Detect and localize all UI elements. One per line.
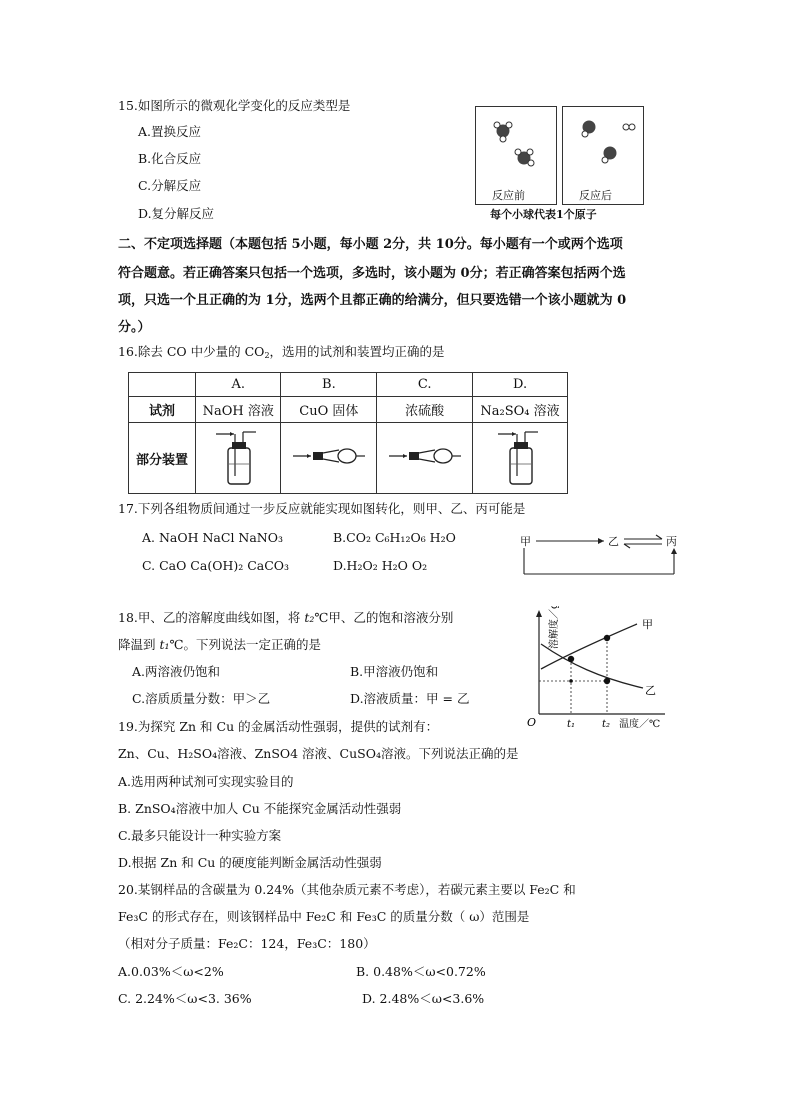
row-apparatus-label: 部分装置 [129, 423, 196, 494]
q18-option-d: D.溶液质量：甲 = 乙 [350, 691, 470, 706]
apparatus-d [473, 423, 568, 494]
section2-line-4: 分。） [118, 320, 151, 335]
q20-option-a: A.0.03%＜ω<2% [118, 964, 224, 979]
col-c: C. [377, 373, 473, 397]
q19-option-c: C.最多只能设计一种实验方案 [118, 828, 282, 843]
reagent-d: Na₂SO₄ 溶液 [473, 397, 568, 423]
section2-line-1: 二、不定项选择题（本题包括 5小题，每小题 2分，共 10分。每小题有一个或两个选项 [118, 237, 623, 252]
figure-caption: 每个小球代表1个原子 [490, 208, 597, 221]
gas-washing-bottle-icon-2 [490, 424, 550, 488]
col-b: B. [281, 373, 377, 397]
after-panel [562, 106, 644, 205]
q18-line-2: 降温到 t₁℃。下列说法一定正确的是 [118, 637, 322, 652]
conversion-arrows-icon [520, 530, 688, 578]
t2-label: t₂ [602, 719, 611, 730]
series-jia-label: 甲 [642, 618, 653, 631]
q17-stem: 17.下列各组物质间通过一步反应就能实现如图转化，则甲、乙、丙可能是 [118, 501, 526, 516]
y-axis-label: 溶解度／g [549, 606, 560, 649]
q17-option-a: A. NaOH NaCl NaNO₃ [142, 530, 283, 545]
q20-line-3: （相对分子质量：Fe₂C：124，Fe₃C：180） [118, 936, 376, 951]
q15-option-c: C.分解反应 [138, 178, 202, 193]
apparatus-c [377, 423, 473, 494]
after-label: 反应后 [579, 189, 612, 202]
solubility-chart [515, 606, 690, 736]
q16-stem: 16.除去 CO 中少量的 $CO_2$，选用的试剂和装置均正确的是 [118, 344, 445, 360]
point-yi-t2 [604, 678, 610, 684]
col-a: A. [196, 373, 281, 397]
before-panel [475, 106, 557, 205]
q20-line-1: 20.某钢样品的含碳量为 0.24%（其他杂质元素不考虑），若碳元素主要以 Fe₂C 和 [118, 882, 576, 897]
node-bing: 丙 [666, 535, 677, 548]
q17-option-c: C. CaO Ca(OH)₂ CaCO₃ [142, 558, 290, 573]
q20-option-c: C. 2.24%＜ω<3. 36% [118, 991, 252, 1006]
section2-line-2: 符合题意。若正确答案只包括一个选项，多选时，该小题为 0分；若正确答案包括两个选 [118, 266, 626, 281]
series-yi-label: 乙 [645, 684, 656, 697]
intersection-point [568, 656, 574, 662]
point-yi-t1 [569, 679, 573, 683]
reagent-c: 浓硫酸 [377, 397, 473, 423]
q17-option-d: D.H₂O₂ H₂O O₂ [333, 558, 428, 573]
t1-label: t₁ [567, 719, 576, 730]
section2-line-3: 项，只选一个且正确的为 1分，选两个且都正确的给满分，但只要选错一个该小题就为 0 [118, 293, 627, 308]
solubility-curves [515, 606, 690, 736]
row-reagent-label: 试剂 [129, 397, 196, 423]
reagent-b: CuO 固体 [281, 397, 377, 423]
q15-option-a: A.置换反应 [138, 124, 202, 139]
q15-option-d: D.复分解反应 [138, 206, 215, 221]
q15-option-b: B.化合反应 [138, 151, 202, 166]
point-jia-t2 [604, 635, 610, 641]
q19-stem: 19.为探究 Zn 和 Cu 的金属活动性强弱，提供的试剂有： [118, 719, 439, 734]
x-axis-label: 温度／℃ [619, 719, 661, 730]
q17-diagram [520, 530, 688, 578]
curve-yi [541, 644, 643, 688]
gas-washing-bottle-icon [208, 424, 268, 488]
col-d: D. [473, 373, 568, 397]
q18-option-a: A.两溶液仍饱和 [132, 664, 221, 679]
q16-table [128, 372, 568, 494]
q19-reagents: Zn、Cu、H₂SO₄溶液、ZnSO4 溶液、CuSO₄溶液。下列说法正确的是 [118, 746, 519, 761]
q18-line-1: 18.甲、乙的溶解度曲线如图，将 t₂℃甲、乙的饱和溶液分别 [118, 610, 454, 625]
q18-option-b: B.甲溶液仍饱和 [350, 664, 439, 679]
apparatus-b [281, 423, 377, 494]
q19-option-a: A.选用两种试剂可实现实验目的 [118, 774, 294, 789]
origin-label: O [527, 716, 537, 729]
q15-stem: 15.如图所示的微观化学变化的反应类型是 [118, 98, 351, 113]
drying-tube-icon [289, 436, 369, 476]
q19-option-b: B. ZnSO₄溶液中加人 Cu 不能探究金属活动性强弱 [118, 801, 402, 816]
q20-option-d: D. 2.48%＜ω<3.6% [362, 991, 485, 1006]
node-yi: 乙 [608, 535, 619, 548]
q20-line-2: Fe₃C 的形式存在，则该钢样品中 Fe₂C 和 Fe₃C 的质量分数（ ω）范围是 [118, 909, 530, 924]
table-corner [129, 373, 196, 397]
q19-option-d: D.根据 Zn 和 Cu 的硬度能判断金属活动性强弱 [118, 855, 382, 870]
drying-tube-icon-2 [385, 436, 465, 476]
q17-option-b: B.CO₂ C₆H₁₂O₆ H₂O [333, 530, 456, 545]
node-jia: 甲 [520, 535, 531, 548]
q20-option-b: B. 0.48%＜ω<0.72% [356, 964, 486, 979]
q18-option-c: C.溶质质量分数：甲＞乙 [132, 691, 271, 706]
reagent-a: NaOH 溶液 [196, 397, 281, 423]
before-label: 反应前 [492, 189, 525, 202]
apparatus-a [196, 423, 281, 494]
